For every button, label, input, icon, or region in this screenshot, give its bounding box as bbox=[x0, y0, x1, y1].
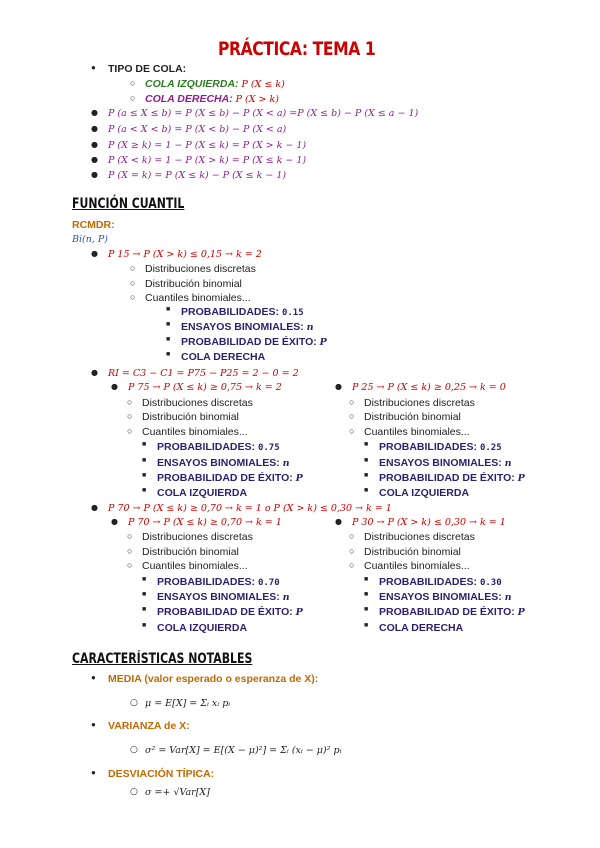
media-expr: ○ μ = E[X] = Σᵢ xᵢ pᵢ bbox=[145, 698, 230, 709]
prob-value: 0.30 bbox=[479, 578, 502, 588]
ex2-right-menu-3: ○ Cuantiles binomiales... bbox=[364, 426, 470, 438]
ex3-left-expr: ● P 70 → P (X ≤ k) ≥ 0,70 → k = 1 bbox=[128, 517, 282, 528]
formula-4: ● P (X < k) = 1 − P (X > k) = P (X ≤ k − 1) bbox=[108, 155, 306, 166]
ex3-right-prob bbox=[379, 576, 502, 588]
ex3-left-menu-2: ○ Distribución binomial bbox=[142, 546, 239, 558]
exito-label: PROBABILIDAD DE ÉXITO: bbox=[181, 336, 317, 348]
ex2-left-menu-2: ○ Distribución binomial bbox=[142, 411, 239, 423]
ex1-exito bbox=[181, 336, 327, 348]
ex2-right-ensayos bbox=[379, 457, 512, 469]
formula-2: ● P (a < X < b) = P (X < b) − P (X < a) bbox=[108, 124, 286, 135]
ex2-left-exito bbox=[157, 472, 303, 484]
ensayos-label: ENSAYOS BINOMIALES: bbox=[157, 591, 280, 603]
ex1-ensayos bbox=[181, 321, 314, 333]
formula-5: ● P (X = k) = P (X ≤ k) − P (X ≤ k − 1) bbox=[108, 170, 286, 181]
prob-value: 0.75 bbox=[257, 443, 280, 453]
ex3-right-cola: ■ COLA DERECHA bbox=[379, 622, 463, 634]
ex3-expr: ● P 70 → P (X ≤ k) ≥ 0,70 → k = 1 o P (X > k) ≤ 0,30 → k = 1 bbox=[108, 503, 392, 514]
tipo-cola-label: ● TIPO DE COLA: bbox=[108, 63, 186, 75]
ex1-expr: ● P 15 → P (X > k) ≤ 0,15 → k = 2 bbox=[108, 249, 262, 260]
ex2-right-cola: ■ COLA IZQUIERDA bbox=[379, 487, 469, 499]
page-title: PRÁCTICA: TEMA 1 bbox=[218, 38, 376, 60]
prob-value: 0.15 bbox=[281, 308, 304, 318]
ex2-left-menu-3: ○ Cuantiles binomiales... bbox=[142, 426, 248, 438]
ensayos-value: n bbox=[306, 322, 314, 333]
prob-label: PROBABILIDADES: bbox=[379, 441, 478, 453]
ex3-left-menu-3: ○ Cuantiles binomiales... bbox=[142, 560, 248, 572]
ex3-left-menu-1: ○ Distribuciones discretas bbox=[142, 531, 253, 543]
cola-izquierda-expr: P (X ≤ k) bbox=[241, 79, 285, 90]
ex3-right-ensayos bbox=[379, 591, 512, 603]
ex3-left-prob bbox=[157, 576, 280, 588]
cola-izquierda-item bbox=[145, 78, 285, 90]
ex1-prob bbox=[181, 306, 304, 318]
ex3-left-exito bbox=[157, 606, 303, 618]
cola-derecha-expr: P (X > k) bbox=[235, 94, 279, 105]
cola-izquierda-label: COLA IZQUIERDA: bbox=[145, 78, 239, 90]
ex1-menu-1: ○ Distribuciones discretas bbox=[145, 263, 256, 275]
ex3-right-menu-2: ○ Distribución binomial bbox=[364, 546, 461, 558]
rcmdr-label: RCMDR: bbox=[72, 219, 115, 231]
ex2-right-menu-2: ○ Distribución binomial bbox=[364, 411, 461, 423]
exito-label: PROBABILIDAD DE ÉXITO: bbox=[379, 472, 515, 484]
varianza-expr: ○ σ² = Var[X] = E[(X − μ)²] = Σᵢ (xᵢ − μ)² pᵢ bbox=[145, 745, 342, 756]
ex2-right-exito bbox=[379, 472, 525, 484]
prob-value: 0.70 bbox=[257, 578, 280, 588]
exito-label: PROBABILIDAD DE ÉXITO: bbox=[157, 606, 293, 618]
media-label: ● MEDIA (valor esperado o esperanza de X): bbox=[108, 673, 318, 685]
ex2-left-expr: ● P 75 → P (X ≤ k) ≥ 0,75 → k = 2 bbox=[128, 382, 282, 393]
ensayos-label: ENSAYOS BINOMIALES: bbox=[181, 321, 304, 333]
distribution-label: Bi(n, P) bbox=[72, 234, 108, 245]
ensayos-value: n bbox=[282, 592, 290, 603]
prob-label: PROBABILIDADES: bbox=[379, 576, 478, 588]
ex2-left-ensayos bbox=[157, 457, 290, 469]
ex2-expr: ● RI = C3 − C1 = P75 − P25 = 2 − 0 = 2 bbox=[108, 368, 299, 379]
ex3-right-exito bbox=[379, 606, 525, 618]
exito-value: P bbox=[319, 337, 327, 348]
prob-label: PROBABILIDADES: bbox=[157, 441, 256, 453]
section-heading-cuantil: FUNCIÓN CUANTIL bbox=[72, 196, 185, 212]
ex1-menu-3: ○ Cuantiles binomiales... bbox=[145, 292, 251, 304]
desviacion-expr: ○ σ =+ √Var[X] bbox=[145, 787, 210, 798]
ex3-right-menu-1: ○ Distribuciones discretas bbox=[364, 531, 475, 543]
prob-label: PROBABILIDADES: bbox=[157, 576, 256, 588]
ex2-right-prob bbox=[379, 441, 502, 453]
exito-value: P bbox=[295, 607, 303, 618]
ensayos-value: n bbox=[504, 592, 512, 603]
ex3-right-menu-3: ○ Cuantiles binomiales... bbox=[364, 560, 470, 572]
ex1-cola: ■ COLA DERECHA bbox=[181, 351, 265, 363]
ex1-menu-2: ○ Distribución binomial bbox=[145, 278, 242, 290]
varianza-label: ● VARIANZA de X: bbox=[108, 720, 190, 732]
exito-value: P bbox=[295, 473, 303, 484]
ex2-right-expr: ● P 25 → P (X ≤ k) ≥ 0,25 → k = 0 bbox=[352, 382, 506, 393]
exito-label: PROBABILIDAD DE ÉXITO: bbox=[157, 472, 293, 484]
ex2-right-menu-1: ○ Distribuciones discretas bbox=[364, 397, 475, 409]
prob-label: PROBABILIDADES: bbox=[181, 306, 280, 318]
ex2-left-cola: ■ COLA IZQUIERDA bbox=[157, 487, 247, 499]
ensayos-label: ENSAYOS BINOMIALES: bbox=[157, 457, 280, 469]
exito-value: P bbox=[517, 607, 525, 618]
ensayos-value: n bbox=[504, 458, 512, 469]
ex3-right-expr: ● P 30 → P (X > k) ≤ 0,30 → k = 1 bbox=[352, 517, 506, 528]
desviacion-label: ● DESVIACIÓN TÍPICA: bbox=[108, 768, 214, 780]
cola-derecha-item bbox=[145, 93, 279, 105]
ex3-left-cola: ■ COLA IZQUIERDA bbox=[157, 622, 247, 634]
ensayos-label: ENSAYOS BINOMIALES: bbox=[379, 591, 502, 603]
ensayos-value: n bbox=[282, 458, 290, 469]
formula-3: ● P (X ≥ k) = 1 − P (X ≤ k) = P (X > k − 1) bbox=[108, 140, 306, 151]
cola-derecha-label: COLA DERECHA: bbox=[145, 93, 233, 105]
formula-1: ● P (a ≤ X ≤ b) = P (X ≤ b) − P (X < a) =P (X ≤ b) − P (X ≤ a − 1) bbox=[108, 108, 418, 119]
ex2-left-menu-1: ○ Distribuciones discretas bbox=[142, 397, 253, 409]
section-heading-caracteristicas: CARACTERÍSTICAS NOTABLES bbox=[72, 651, 253, 667]
exito-label: PROBABILIDAD DE ÉXITO: bbox=[379, 606, 515, 618]
ex3-left-ensayos bbox=[157, 591, 290, 603]
ensayos-label: ENSAYOS BINOMIALES: bbox=[379, 457, 502, 469]
exito-value: P bbox=[517, 473, 525, 484]
prob-value: 0.25 bbox=[479, 443, 502, 453]
ex2-left-prob bbox=[157, 441, 280, 453]
